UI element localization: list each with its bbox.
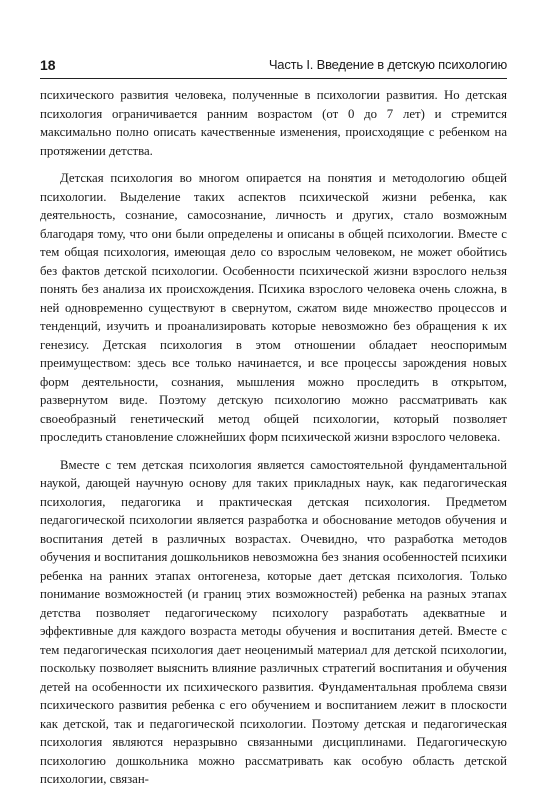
page-number: 18	[40, 57, 56, 73]
paragraph-continuation: психического развития человека, полученные в психологии развития. Но детская психология ограничивается ранним возрастом (от 0 до 7 лет) и стремится максимально полно описать качественные изменения, происходящие с ребенком на протяжении детства.	[40, 88, 507, 158]
paragraph: Детская психология во многом опирается на понятия и методологию общей психологии. Выделение таких аспектов психической жизни ребенка, как деятельность, сознание, самосознание, личность и других, стало возможным благодаря тому, что они были определены и описаны в общей психологии. Вместе с тем общая психология, имеющая дело со взрослым человеком, не может обойтись без фактов детской психологии. Особенности психической жизни взрослого нельзя понять без анализа их происхождения. Психика взрослого человека очень сложна, в ней одновременно существуют в свернутом, сжатом виде множество процессов и тенденций, изучить и проанализировать которые невозможно без обращения к их генезису. Детская психология в этом отношении обладает неоспоримым преимуществом: здесь все только начинается, и все процессы зарождения новых форм деятельности, сознания, мышления можно проследить в открытом, развернутом виде. Поэтому детскую психологию можно рассматривать как своеобразный генетический метод общей психологии, который позволяет проследить становление сложнейших форм психической жизни взрослого человека.	[40, 171, 507, 444]
header-divider	[40, 78, 507, 79]
body-text	[40, 86, 507, 789]
running-head-title: Часть I. Введение в детскую психологию	[268, 57, 507, 72]
paragraph: Вместе с тем детская психология является самостоятельной фундаментальной наукой, дающей научную основу для таких прикладных наук, как педагогическая психология, педагогика и практическая детская психология. Предметом педагогической психологии является разработка и обоснование методов обучения и воспитания детей в различных возрастах. Очевидно, что разработка методов обучения и воспитания дошкольников невозможна без знания особенностей психики ребенка на ранних этапах онтогенеза, которые дает детская психология. Только понимание возможностей (и границ этих возможностей) ребенка на разных этапах детства позволяет педагогическому психологу разработать адекватные и эффективные для каждого возраста методы обучения и воспитания детей. Вместе с тем педагогическая психология дает неоценимый материал для детской психологии, поскольку позволяет выяснить влияние различных стратегий воспитания и обучения детей на особенности их психического развития. Фундаментальная проблема связи психического развития ребенка с его обучением и воспитанием лежит в плоскости как детской, так и педагогической психологии. Поэтому детская и педагогическая психология являются неразрывно связанными дисциплинами. Педагогическую психологию дошкольника можно рассматривать как особую область детской психологии, связан-	[40, 457, 507, 786]
running-head	[40, 57, 507, 77]
